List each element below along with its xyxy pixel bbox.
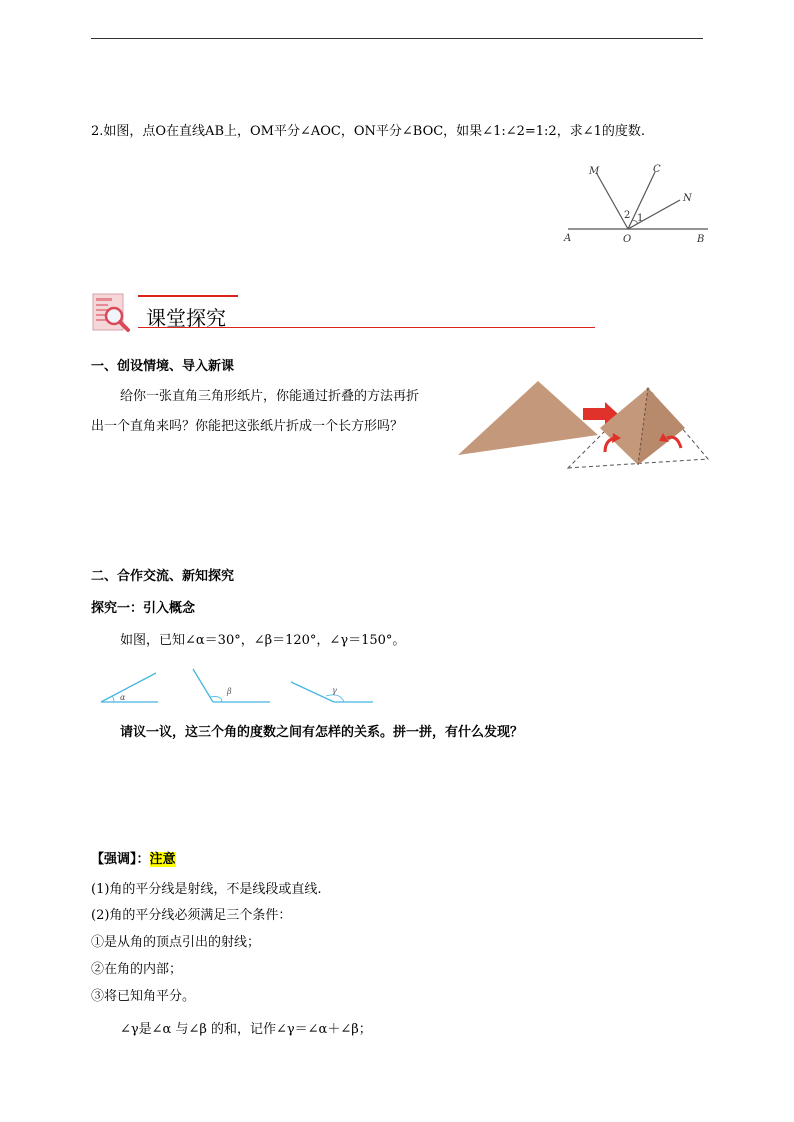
label-gamma: γ (332, 686, 337, 695)
emphasis-item-5: ③将已知角平分。 (91, 989, 196, 1004)
section-title: 课堂探究 (146, 306, 226, 330)
emphasis-item-1: (1)角的平分线是射线，不是线段或直线. (91, 882, 322, 897)
label-beta: β (227, 687, 232, 696)
discussion-question: 请议一议，这三个角的度数之间有怎样的关系。拼一拼，有什么发现？ (120, 725, 524, 740)
problem-2-figure (560, 158, 712, 244)
section-rule-long (138, 327, 595, 328)
part2-subheading: 探究一：引入概念 (91, 601, 196, 616)
label-m: M (589, 166, 600, 177)
problem-2-text: 2.如图，点O在直线AB上，OM平分∠AOC，ON平分∠BOC，如果∠1:∠2=1:2，求∠1的度数. (91, 124, 645, 139)
angles-figure (96, 665, 381, 709)
label-a: A (564, 233, 572, 244)
magnifier-icon (92, 292, 132, 334)
header-rule (91, 38, 703, 39)
ray-on (628, 200, 680, 229)
angle-alpha (101, 673, 158, 702)
emphasis-line (91, 851, 176, 869)
label-c: C (653, 164, 661, 175)
emphasis-item-3: ①是从角的顶点引出的射线； (91, 935, 261, 950)
label-alpha: α (120, 693, 126, 702)
emphasis-item-4: ②在角的内部； (91, 962, 183, 977)
given-angles: 如图，已知∠α＝30°，∠β＝120°，∠γ＝150°。 (120, 633, 406, 648)
label-b: B (697, 234, 705, 244)
angle-beta (193, 669, 270, 702)
label-o: O (623, 234, 632, 244)
angle-sum-conclusion: ∠γ是∠α 与∠β 的和，记作∠γ＝∠α＋∠β； (120, 1022, 372, 1037)
part2-heading: 二、合作交流、新知探究 (91, 569, 235, 584)
angle-gamma (291, 682, 373, 702)
part1-line2: 出一个直角来吗？你能把这张纸片折成一个长方形吗？ (91, 419, 404, 434)
emphasis-item-2: (2)角的平分线必须满足三个条件： (91, 908, 292, 923)
emphasis-label: 【强调】： (91, 852, 150, 867)
emphasis-highlight: 注意 (149, 852, 176, 867)
label-n: N (683, 193, 692, 204)
part1-heading: 一、创设情境、导入新课 (91, 359, 235, 374)
part1-line1: 给你一张直角三角形纸片，你能通过折叠的方法再折 (120, 389, 420, 404)
curved-arrow-right-icon (667, 437, 681, 448)
label-angle-2: 2 (624, 210, 631, 221)
label-angle-1: 1 (637, 213, 644, 224)
paper-triangle (458, 381, 598, 455)
section-rule-short (138, 295, 238, 297)
folding-paper-figure (455, 376, 713, 476)
